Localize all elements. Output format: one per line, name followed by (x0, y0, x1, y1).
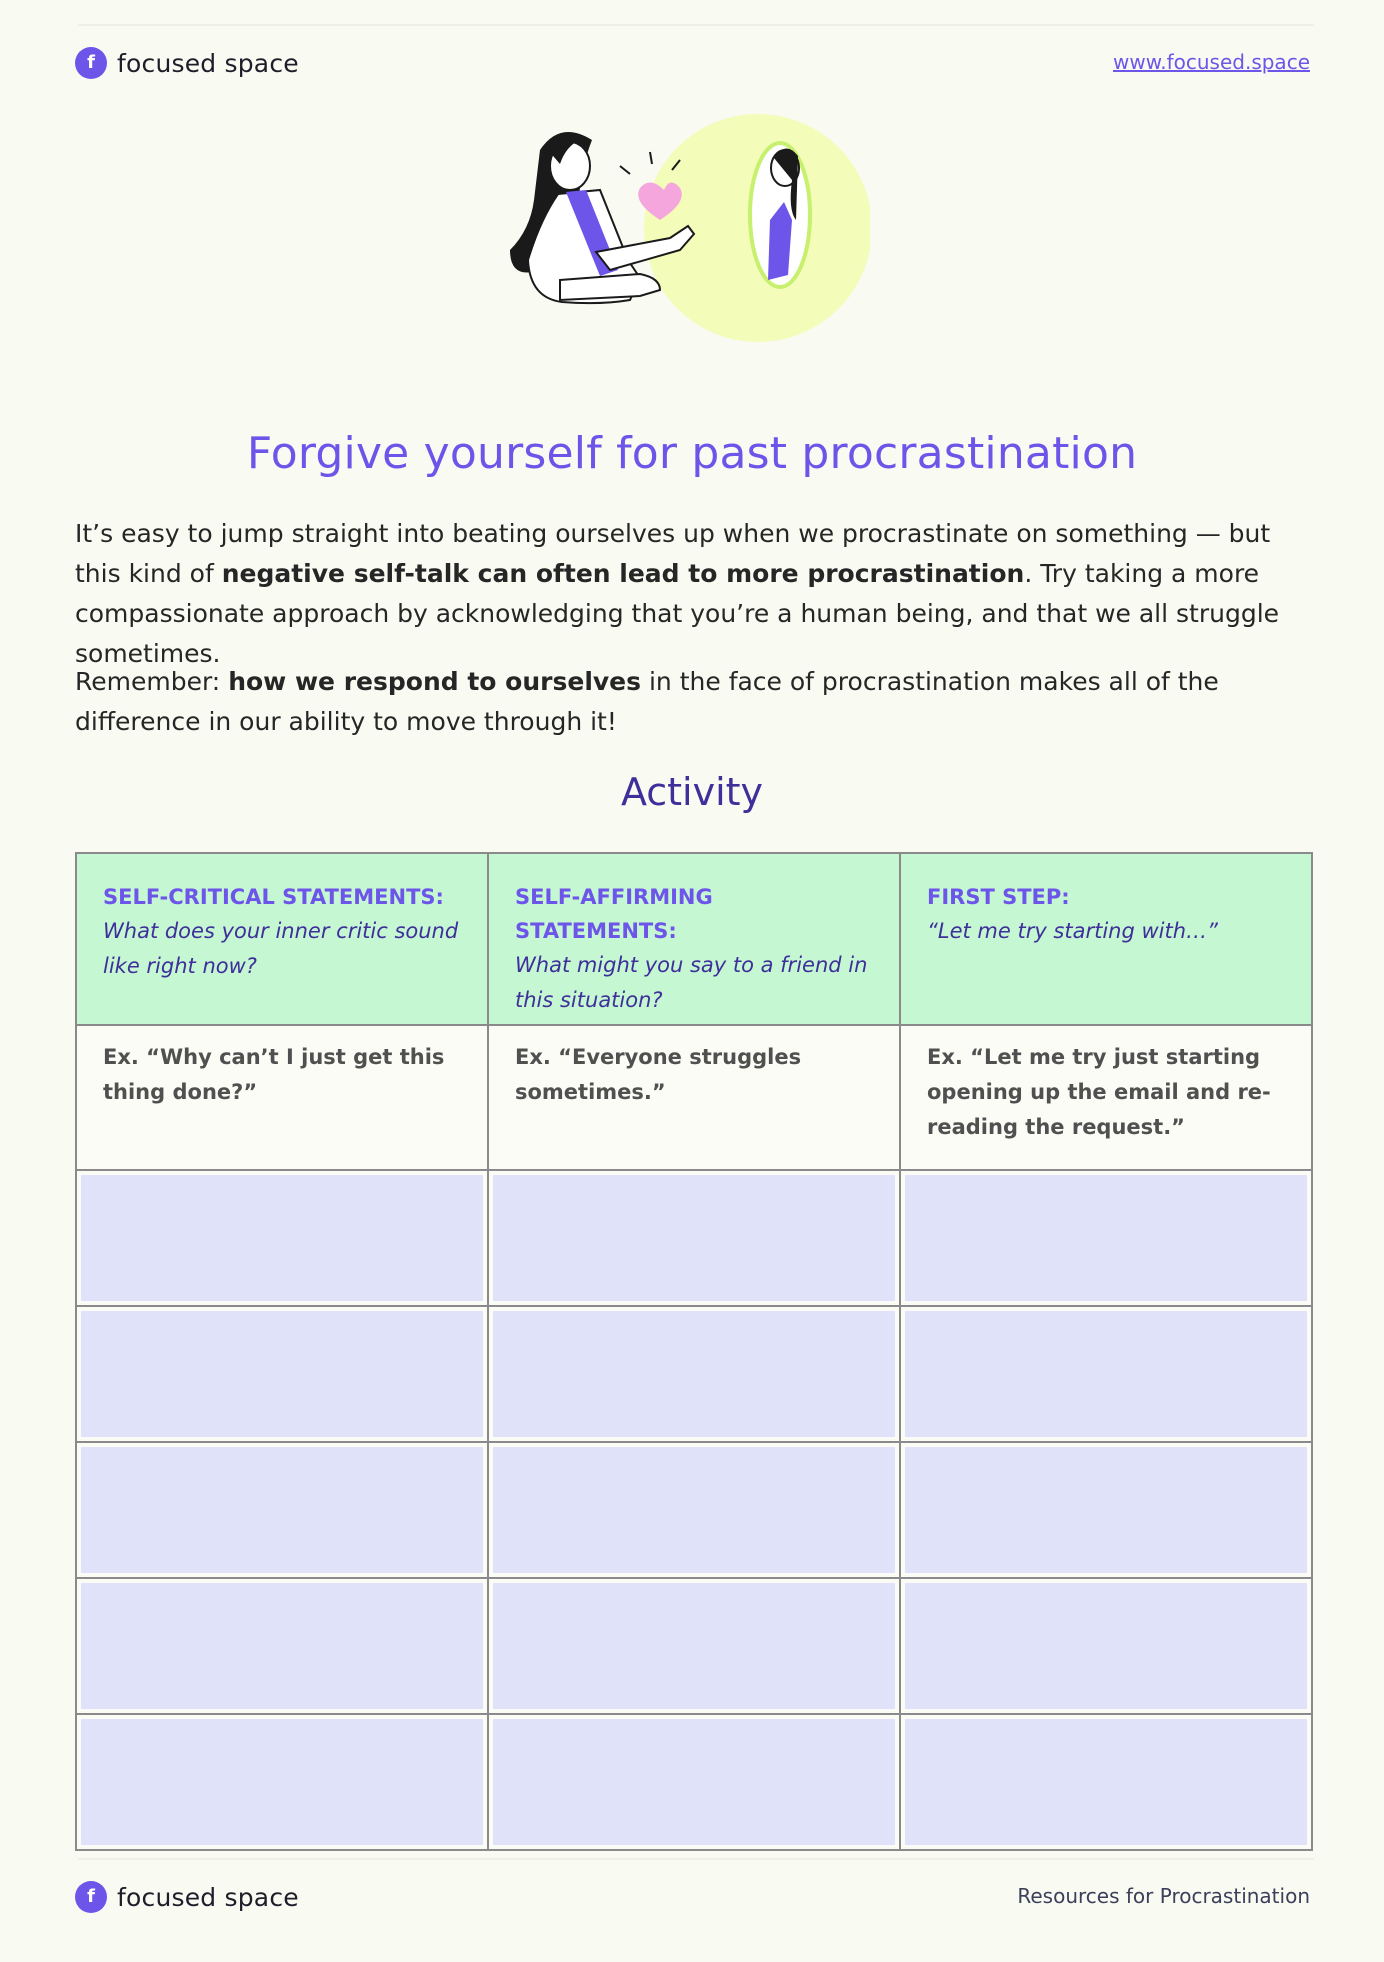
answer-field[interactable] (81, 1447, 483, 1573)
answer-field[interactable] (81, 1719, 483, 1845)
table-row (76, 1578, 1312, 1714)
answer-field[interactable] (905, 1719, 1307, 1845)
example-self-affirming: Ex. “Everyone struggles sometimes.” (488, 1025, 900, 1170)
reminder-emphasis: how we respond to ourselves (228, 667, 642, 696)
column-header-self-affirming: SELF-AFFIRMING STATEMENTS: What might you say to a friend in this situation? (488, 853, 900, 1025)
answer-field[interactable] (493, 1175, 895, 1301)
header-brand[interactable] (75, 47, 299, 79)
answer-field[interactable] (493, 1311, 895, 1437)
brand-name: focused space (117, 1882, 299, 1912)
reminder-paragraph: Remember: how we respond to ourselves in the face of procrastination makes all of the difference in our ability to move through it! (75, 667, 1219, 736)
table-row (76, 1442, 1312, 1578)
example-first-step: Ex. “Let me try just starting opening up the email and re-reading the request.” (900, 1025, 1312, 1170)
answer-field[interactable] (493, 1719, 895, 1845)
column-header-self-critical: SELF-CRITICAL STATEMENTS: What does your inner critic sound like right now? (76, 853, 488, 1025)
answer-field[interactable] (493, 1447, 895, 1573)
example-self-critical: Ex. “Why can’t I just get this thing done?” (76, 1025, 488, 1170)
intro-emphasis: negative self-talk can often lead to more procrastination (221, 559, 1025, 588)
footer-brand[interactable] (75, 1881, 299, 1913)
example-row (76, 1025, 1312, 1170)
answer-field[interactable] (905, 1175, 1307, 1301)
answer-field[interactable] (81, 1175, 483, 1301)
website-link[interactable]: www.focused.space (1113, 50, 1310, 74)
answer-field[interactable] (81, 1583, 483, 1709)
brand-logo-icon: f (75, 1881, 107, 1913)
page-title: Forgive yourself for past procrastination (246, 428, 1138, 479)
activity-heading: Activity (620, 770, 764, 814)
table-row (76, 1170, 1312, 1306)
footer-tagline: Resources for Procrastination (1017, 1884, 1310, 1908)
answer-field[interactable] (81, 1311, 483, 1437)
intro-paragraph: It’s easy to jump straight into beating ourselves up when we procrastinate on something — but this kind of negative self-talk can often lead to more procrastination. Try taking a more compassionate approach by acknowledging that you’re a human being, and that we all struggle sometimes. (75, 519, 1280, 668)
table-row (76, 1714, 1312, 1850)
self-compassion-illustration (500, 80, 870, 380)
header-divider (78, 24, 1314, 26)
table-row (76, 1306, 1312, 1442)
footer-divider (78, 1858, 1314, 1860)
activity-table (75, 852, 1313, 1851)
table-header-row (76, 853, 1312, 1025)
brand-logo-icon: f (75, 47, 107, 79)
answer-field[interactable] (905, 1447, 1307, 1573)
answer-field[interactable] (905, 1311, 1307, 1437)
brand-name: focused space (117, 48, 299, 78)
column-header-first-step: FIRST STEP: “Let me try starting with…” (900, 853, 1312, 1025)
answer-field[interactable] (493, 1583, 895, 1709)
answer-field[interactable] (905, 1583, 1307, 1709)
